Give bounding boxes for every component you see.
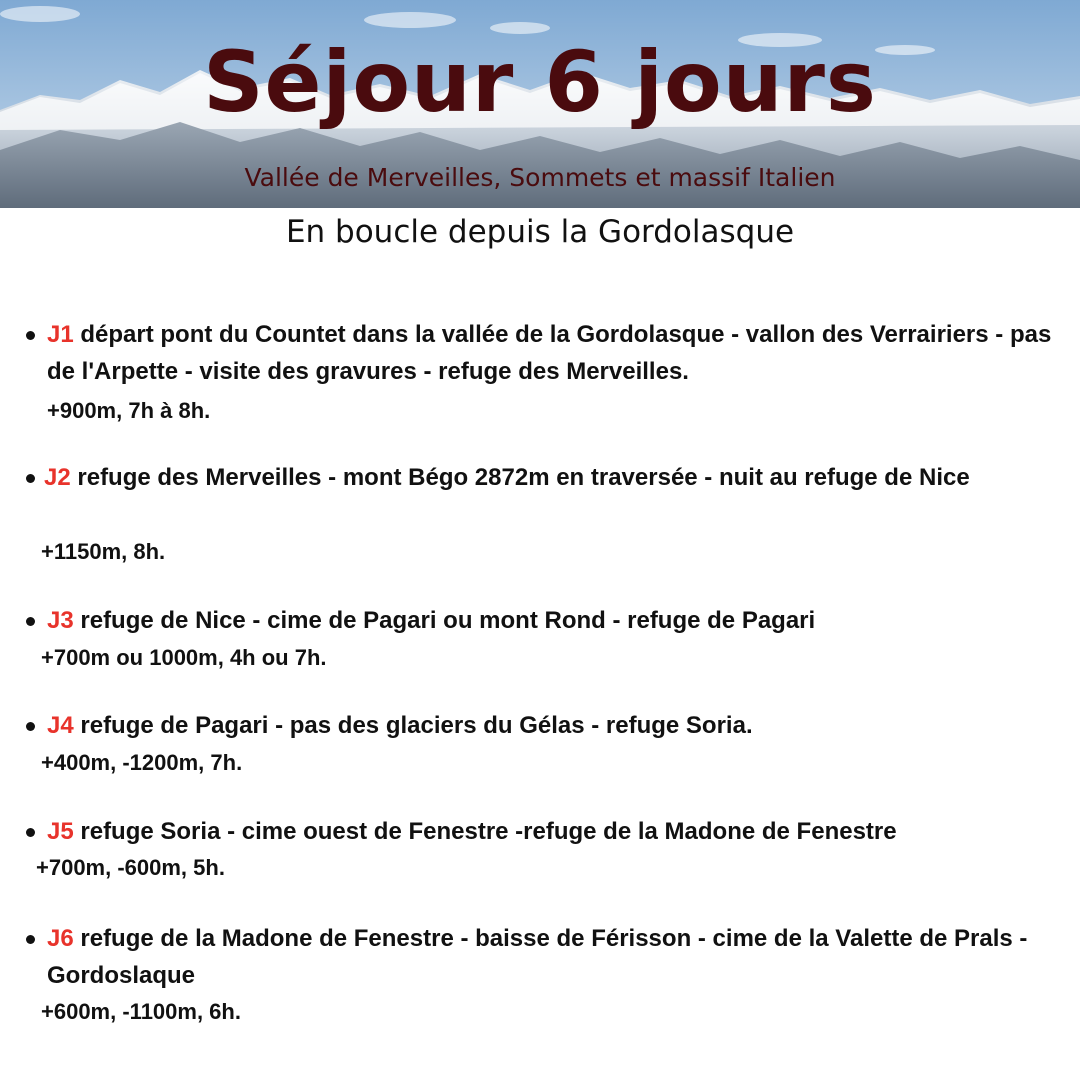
- page-title: Séjour 6 jours: [203, 33, 877, 131]
- day-description: refuge de Nice - cime de Pagari ou mont Rond - refuge de Pagari: [80, 607, 816, 634]
- day-stats: +700m, -600m, 5h.: [36, 855, 225, 880]
- day-stats: +900m, 7h à 8h.: [47, 398, 211, 423]
- day-code: J5: [47, 818, 74, 845]
- day-description: refuge Soria - cime ouest de Fenestre -refuge de la Madone de Fenestre: [80, 818, 897, 845]
- day-stats: +700m ou 1000m, 4h ou 7h.: [41, 645, 327, 670]
- bullet-icon: [26, 828, 35, 837]
- day-description: départ pont du Countet dans la vallée de la Gordolasque - vallon des Verrairiers - pas de l'Arpette - visite des gravures - refuge des Merveilles.: [47, 321, 1052, 385]
- page-subtitle: Vallée de Merveilles, Sommets et massif Italien: [244, 163, 836, 192]
- day-code: J2: [44, 464, 71, 491]
- bullet-icon: [26, 474, 35, 483]
- day-stats: +600m, -1100m, 6h.: [41, 999, 241, 1024]
- day-description: refuge de la Madone de Fenestre - baisse de Férisson - cime de la Valette de Prals - Gordoslaque: [47, 925, 1028, 989]
- day-stats: +1150m, 8h.: [41, 539, 166, 564]
- day-description: refuge de Pagari - pas des glaciers du Gélas - refuge Soria.: [80, 712, 753, 739]
- day-code: J4: [47, 712, 74, 739]
- day-code: J6: [47, 925, 74, 952]
- day-code: J3: [47, 607, 74, 634]
- day-code: J1: [47, 321, 74, 348]
- bullet-icon: [26, 331, 35, 340]
- bullet-icon: [26, 617, 35, 626]
- day-description: refuge des Merveilles - mont Bégo 2872m en traversée - nuit au refuge de Nice: [77, 464, 970, 491]
- route-tagline: En boucle depuis la Gordolasque: [285, 214, 795, 250]
- bullet-icon: [26, 935, 35, 944]
- day-stats: +400m, -1200m, 7h.: [41, 750, 243, 775]
- bullet-icon: [26, 722, 35, 731]
